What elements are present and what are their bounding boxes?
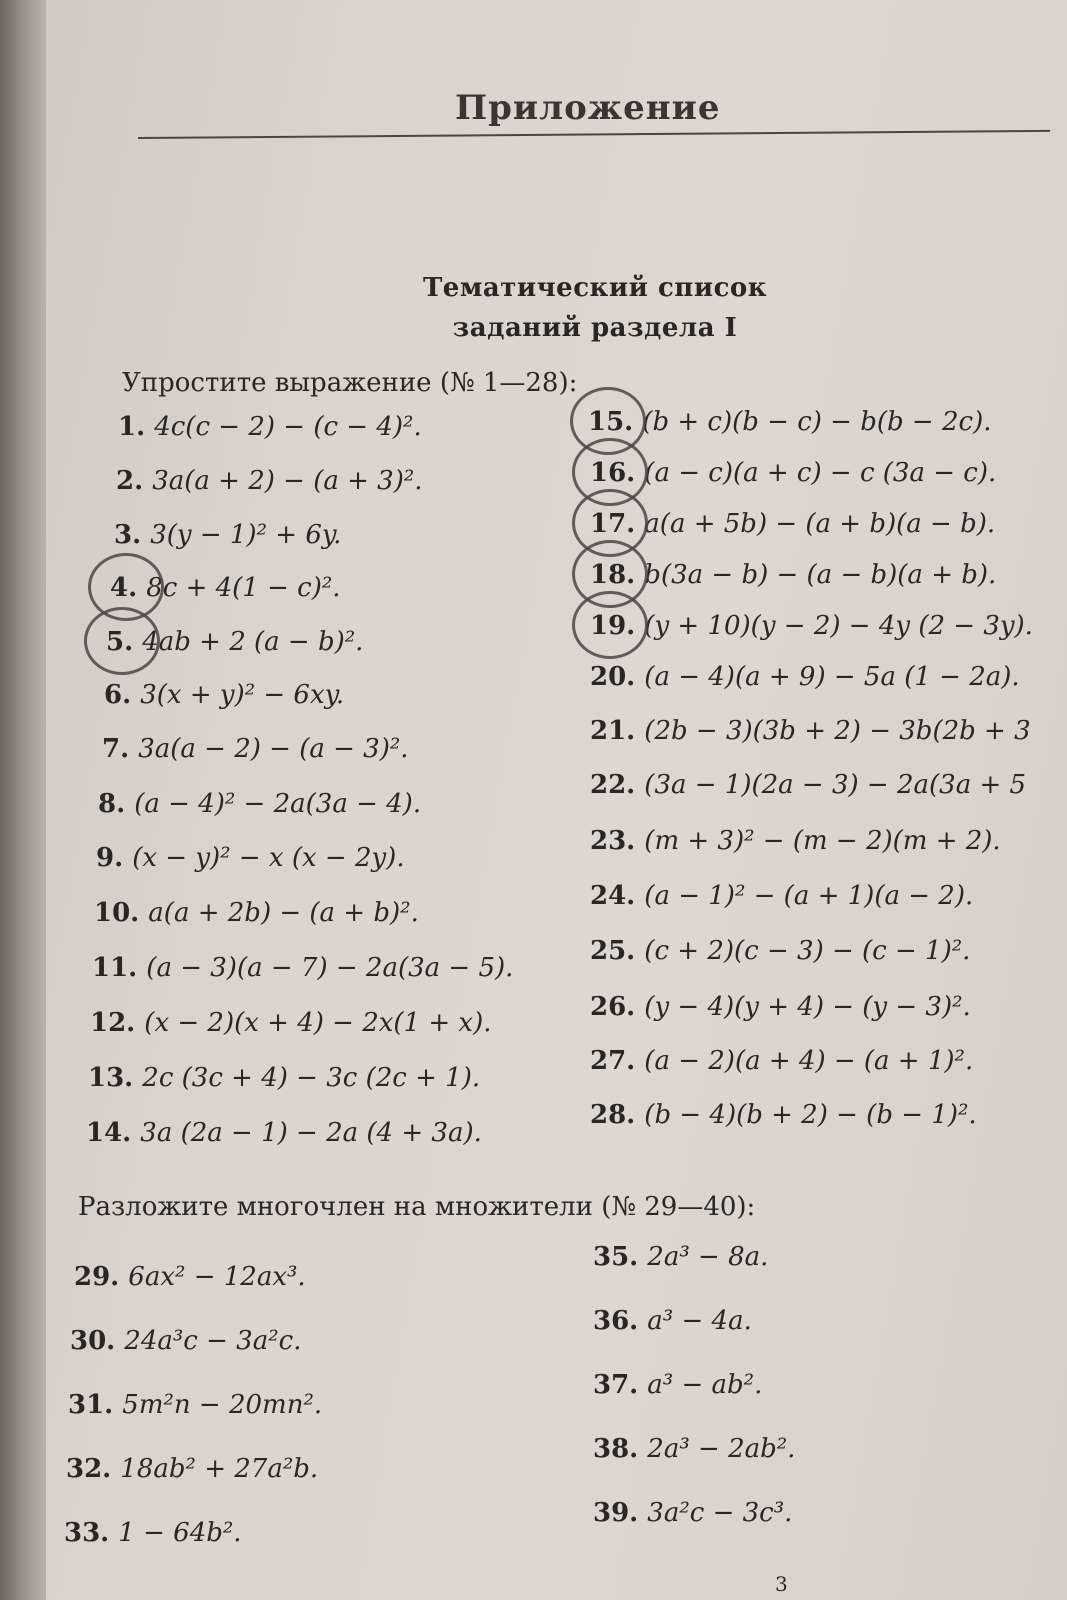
exercise-expression: 4ab + 2 (a − b)². <box>142 627 364 657</box>
exercise-expression: 5m²n − 20mn². <box>122 1390 323 1420</box>
exercise-item <box>593 1306 752 1336</box>
exercise-expression: (a − c)(a + c) − c (3a − c). <box>644 458 997 488</box>
exercise-item <box>88 1063 480 1093</box>
exercise-item <box>590 1100 977 1130</box>
exercise-number: 7. <box>102 734 139 764</box>
exercise-expression: 3(y − 1)² + 6y. <box>150 520 342 550</box>
exercise-item <box>590 716 1031 746</box>
exercise-expression: b(3a − b) − (a − b)(a + b). <box>644 560 997 590</box>
exercise-number: 2. <box>116 466 153 496</box>
exercise-expression: (x − y)² − x (x − 2y). <box>132 843 405 873</box>
exercise-expression: (b − 4)(b + 2) − (b − 1)². <box>644 1100 977 1130</box>
exercise-number: 6. <box>104 680 141 710</box>
instruction-simplify: Упростите выражение (№ 1—28): <box>122 368 578 398</box>
exercise-expression: a(a + 5b) − (a + b)(a − b). <box>644 509 996 539</box>
exercise-number: 25. <box>590 936 645 966</box>
exercise-expression: 2a³ − 8a. <box>647 1242 769 1272</box>
exercise-number: 11. <box>92 953 147 983</box>
exercise-item <box>590 1046 973 1076</box>
exercise-item <box>98 789 421 819</box>
exercise-item <box>96 843 405 873</box>
exercise-expression: (b + c)(b − c) − b(b − 2c). <box>642 407 992 437</box>
exercise-item <box>66 1454 318 1484</box>
exercise-item <box>68 1390 322 1420</box>
exercise-number: 1. <box>118 412 155 442</box>
cut-off-fragment: 3 <box>775 1572 788 1596</box>
exercise-number: 29. <box>74 1262 129 1292</box>
exercise-expression: (y + 10)(y − 2) − 4y (2 − 3y). <box>644 611 1033 641</box>
exercise-expression: 2a³ − 2ab². <box>647 1434 796 1464</box>
exercise-number: 16. <box>590 458 645 488</box>
exercise-expression: (x − 2)(x + 4) − 2x(1 + x). <box>144 1008 492 1038</box>
exercise-item <box>590 992 971 1022</box>
exercise-item <box>86 1118 482 1148</box>
exercise-number: 15. <box>588 407 643 437</box>
exercise-number: 37. <box>593 1370 648 1400</box>
exercise-item <box>590 560 996 590</box>
book-spine <box>0 0 46 1600</box>
exercise-expression: 24a³c − 3a²c. <box>124 1326 302 1356</box>
exercise-item <box>590 611 1033 641</box>
instruction-factor: Разложите многочлен на множители (№ 29—40): <box>78 1192 756 1222</box>
pen-circle-mark <box>84 607 160 675</box>
exercise-expression: 6ax² − 12ax³. <box>128 1262 306 1292</box>
exercise-item <box>90 1008 492 1038</box>
exercise-number: 21. <box>590 716 645 746</box>
exercise-expression: (a − 4)² − 2a(3a − 4). <box>134 789 422 819</box>
exercise-expression: 18ab² + 27a²b. <box>120 1454 319 1484</box>
exercise-number: 3. <box>114 520 151 550</box>
exercise-number: 22. <box>590 770 645 800</box>
exercise-expression: 2c (3c + 4) − 3c (2c + 1). <box>142 1063 481 1093</box>
exercise-expression: (m + 3)² − (m − 2)(m + 2). <box>644 826 1001 856</box>
exercise-expression: 1 − 64b². <box>118 1518 242 1548</box>
exercise-expression: (a − 4)(a + 9) − 5a (1 − 2a). <box>644 662 1020 692</box>
exercise-expression: (c + 2)(c − 3) − (c − 1)². <box>644 936 971 966</box>
exercise-expression: (a − 3)(a − 7) − 2a(3a − 5). <box>146 953 514 983</box>
exercise-expression: 3a(a + 2) − (a + 3)². <box>152 466 423 496</box>
exercise-item <box>92 953 513 983</box>
exercise-item <box>64 1518 242 1548</box>
exercise-number: 14. <box>86 1118 141 1148</box>
exercise-number: 28. <box>590 1100 645 1130</box>
exercise-item <box>590 509 995 539</box>
exercise-number: 39. <box>593 1498 648 1528</box>
exercise-expression: 3a(a − 2) − (a − 3)². <box>138 734 409 764</box>
title-line-2: заданий раздела I <box>452 313 738 343</box>
exercise-item <box>590 936 970 966</box>
exercise-number: 10. <box>94 898 149 928</box>
exercise-expression: (y − 4)(y + 4) − (y − 3)². <box>644 992 971 1022</box>
exercise-item <box>590 770 1026 800</box>
exercise-item <box>118 412 422 442</box>
exercise-number: 20. <box>590 662 645 692</box>
exercise-number: 13. <box>88 1063 143 1093</box>
exercise-expression: (3a − 1)(2a − 3) − 2a(3a + 5 <box>644 770 1027 800</box>
exercise-expression: 3a²c − 3c³. <box>647 1498 793 1528</box>
exercise-expression: (2b − 3)(3b + 2) − 3b(2b + 3 <box>644 716 1031 746</box>
exercise-item <box>104 680 344 710</box>
exercise-item <box>588 407 991 437</box>
exercise-item <box>102 734 409 764</box>
exercise-item <box>590 881 973 911</box>
pen-circle-mark <box>572 591 648 659</box>
exercise-number: 4. <box>110 573 147 603</box>
exercise-expression: a³ − 4a. <box>647 1306 752 1336</box>
page-header: Приложение <box>455 88 721 128</box>
header-rule <box>138 130 1050 139</box>
exercise-number: 9. <box>96 843 133 873</box>
exercise-item <box>114 520 341 550</box>
exercise-item <box>590 662 1020 692</box>
exercise-number: 33. <box>64 1518 119 1548</box>
exercise-item <box>590 826 1001 856</box>
exercise-item <box>593 1242 768 1272</box>
exercise-expression: (a − 2)(a + 4) − (a + 1)². <box>644 1046 974 1076</box>
exercise-item <box>74 1262 306 1292</box>
exercise-number: 31. <box>68 1390 123 1420</box>
exercise-item <box>116 466 423 496</box>
exercise-expression: 4c(c − 2) − (c − 4)². <box>154 412 422 442</box>
exercise-number: 19. <box>590 611 645 641</box>
exercise-item <box>593 1434 795 1464</box>
exercise-number: 17. <box>590 509 645 539</box>
exercise-expression: a(a + 2b) − (a + b)². <box>148 898 419 928</box>
exercise-expression: 3a (2a − 1) − 2a (4 + 3a). <box>140 1118 482 1148</box>
exercise-item <box>590 458 996 488</box>
exercise-number: 36. <box>593 1306 648 1336</box>
title-line-1: Тематический список <box>422 273 768 303</box>
exercise-number: 32. <box>66 1454 121 1484</box>
exercise-number: 18. <box>590 560 645 590</box>
exercise-number: 27. <box>590 1046 645 1076</box>
exercise-number: 5. <box>106 627 143 657</box>
exercise-item <box>593 1498 792 1528</box>
section-title <box>350 268 840 348</box>
exercise-expression: a³ − ab². <box>647 1370 763 1400</box>
exercise-number: 8. <box>98 789 135 819</box>
exercise-item <box>593 1370 762 1400</box>
exercise-number: 38. <box>593 1434 648 1464</box>
exercise-item <box>94 898 419 928</box>
exercise-item <box>70 1326 301 1356</box>
exercise-expression: (a − 1)² − (a + 1)(a − 2). <box>644 881 974 911</box>
exercise-expression: 8c + 4(1 − c)². <box>146 573 341 603</box>
exercise-number: 30. <box>70 1326 125 1356</box>
exercise-number: 12. <box>90 1008 145 1038</box>
exercise-expression: 3(x + y)² − 6xy. <box>140 680 345 710</box>
exercise-number: 35. <box>593 1242 648 1272</box>
exercise-number: 24. <box>590 881 645 911</box>
exercise-number: 23. <box>590 826 645 856</box>
exercise-number: 26. <box>590 992 645 1022</box>
